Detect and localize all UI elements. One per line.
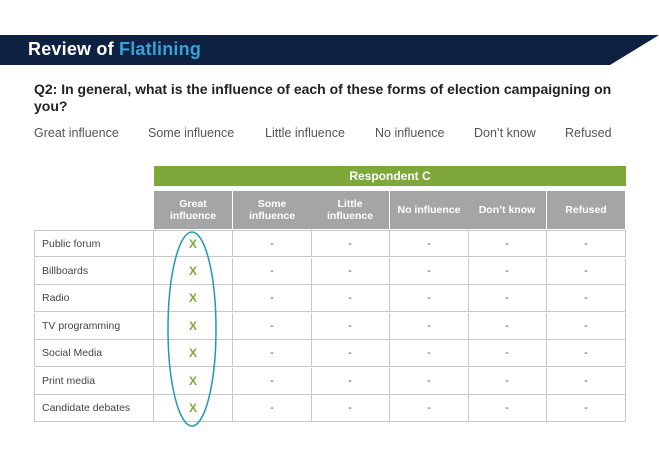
cell-empty <box>311 285 390 312</box>
cell-empty <box>547 313 626 340</box>
dash: - <box>348 292 352 304</box>
dash: - <box>584 402 588 414</box>
option-little-influence: Little influence <box>265 126 345 140</box>
highlight-ellipse <box>164 229 224 429</box>
cell-empty <box>468 395 547 422</box>
cell-empty <box>233 340 312 367</box>
answer-options <box>34 126 634 142</box>
cell-empty <box>547 340 626 367</box>
cell-empty <box>468 368 547 395</box>
cell-empty <box>311 368 390 395</box>
cell-empty <box>390 285 469 312</box>
cell-empty <box>468 313 547 340</box>
cell-empty <box>233 313 312 340</box>
row-label: Social Media <box>34 340 154 367</box>
dash: - <box>270 347 274 359</box>
option-refused: Refused <box>565 126 612 140</box>
dash: - <box>270 402 274 414</box>
cell-empty <box>311 340 390 367</box>
cell-empty <box>311 230 390 257</box>
cell-empty <box>233 285 312 312</box>
dash: - <box>584 320 588 332</box>
row-label: Radio <box>34 285 154 312</box>
dash: - <box>584 375 588 387</box>
dash: - <box>427 402 431 414</box>
dash: - <box>427 375 431 387</box>
cell-empty <box>233 368 312 395</box>
row-label: Billboards <box>34 258 154 285</box>
dash: - <box>427 347 431 359</box>
cell-empty <box>390 395 469 422</box>
cell-empty <box>547 258 626 285</box>
cell-empty <box>547 230 626 257</box>
x-mark: X <box>188 374 197 388</box>
dash: - <box>427 265 431 277</box>
x-mark: X <box>188 291 197 305</box>
cell-empty <box>311 258 390 285</box>
cell-empty <box>547 368 626 395</box>
dash: - <box>584 292 588 304</box>
cell-empty <box>233 230 312 257</box>
cell-empty <box>468 230 547 257</box>
dash: - <box>505 402 509 414</box>
dash: - <box>584 265 588 277</box>
question-text: Q2: In general, what is the influence of each of these forms of election campaigning on you? <box>34 81 612 114</box>
dash: - <box>348 375 352 387</box>
option-dont-know: Don’t know <box>474 126 536 140</box>
dash: - <box>270 375 274 387</box>
cell-empty <box>468 258 547 285</box>
dash: - <box>348 347 352 359</box>
x-mark: X <box>188 264 197 278</box>
row-label: Candidate debates <box>34 395 154 422</box>
option-no-influence: No influence <box>375 126 445 140</box>
dash: - <box>505 265 509 277</box>
dash: - <box>270 292 274 304</box>
cell-empty <box>390 368 469 395</box>
column-header: Little influence <box>311 191 389 229</box>
cell-empty <box>468 340 547 367</box>
column-header: Don’t know <box>468 191 546 229</box>
banner-title <box>28 39 201 60</box>
cell-empty <box>311 395 390 422</box>
x-mark: X <box>188 346 197 360</box>
dash: - <box>584 237 588 250</box>
cell-empty <box>311 313 390 340</box>
dash: - <box>270 265 274 277</box>
cell-empty <box>547 395 626 422</box>
dash: - <box>505 347 509 359</box>
dash: - <box>427 292 431 304</box>
dash: - <box>427 320 431 332</box>
dash: - <box>348 237 352 250</box>
x-mark: X <box>188 236 197 251</box>
dash: - <box>505 320 509 332</box>
column-header: Great influence <box>154 191 232 229</box>
cell-empty <box>547 285 626 312</box>
cell-empty <box>468 285 547 312</box>
dash: - <box>505 237 509 250</box>
row-label: Print media <box>34 368 154 395</box>
row-label: Public forum <box>34 230 154 257</box>
banner-title-prefix: Review of <box>28 39 120 59</box>
x-mark: X <box>188 401 197 415</box>
dash: - <box>348 402 352 414</box>
dash: - <box>348 265 352 277</box>
dash: - <box>270 237 274 250</box>
dash: - <box>505 375 509 387</box>
cell-empty <box>390 313 469 340</box>
dash: - <box>348 320 352 332</box>
x-mark: X <box>188 319 197 333</box>
column-header: Some influence <box>233 191 311 229</box>
dash: - <box>270 320 274 332</box>
dash: - <box>505 292 509 304</box>
respondent-header: Respondent C <box>154 166 626 186</box>
cell-empty <box>233 258 312 285</box>
dash: - <box>427 237 431 250</box>
option-great-influence: Great influence <box>34 126 119 140</box>
option-some-influence: Some influence <box>148 126 235 140</box>
dash: - <box>584 347 588 359</box>
title-banner <box>0 35 659 65</box>
cell-empty <box>233 395 312 422</box>
column-header: Refused <box>547 191 625 229</box>
banner-title-accent: Flatlining <box>119 39 202 59</box>
cell-empty <box>390 340 469 367</box>
row-label: TV programming <box>34 313 154 340</box>
cell-empty <box>390 258 469 285</box>
cell-empty <box>390 230 469 257</box>
column-header: No influence <box>390 191 468 229</box>
